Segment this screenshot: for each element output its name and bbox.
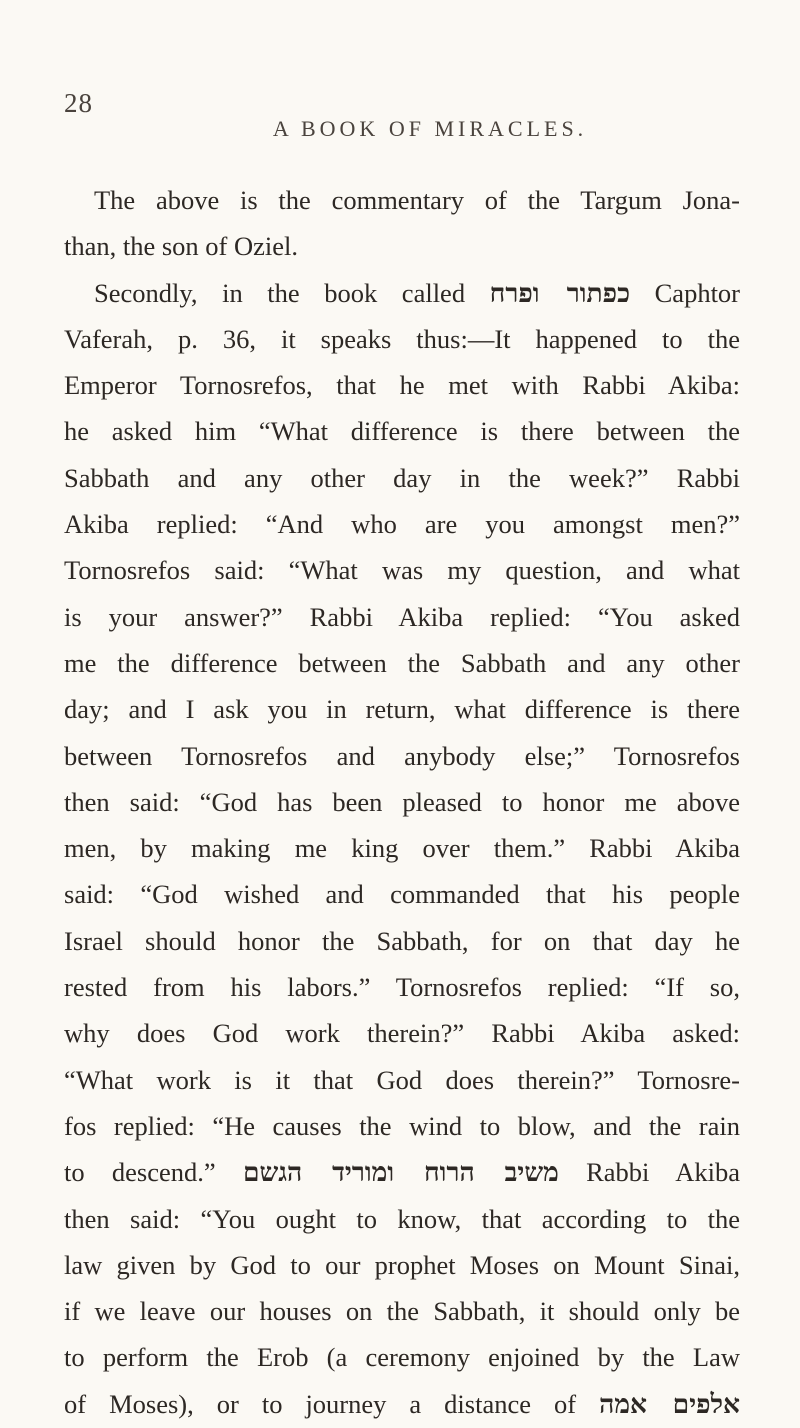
page-number: 28 — [64, 88, 93, 118]
text-line: said: “God wished and commanded that his people — [64, 879, 740, 910]
text-segment: of Moses), or to journey a distance of — [64, 1388, 600, 1419]
text-line — [64, 270, 740, 316]
text-line: “What work is it that God does therein?” Tornosre- — [64, 1064, 740, 1095]
text-line: The above is the commentary of the Targum Jona- — [94, 185, 740, 215]
text-segment: Rabbi Akiba — [558, 1157, 740, 1188]
text-line: between Tornosrefos and anybody else;” Tornosrefos — [64, 740, 740, 771]
hebrew-phrase: אלפים אמה — [599, 1388, 740, 1420]
text-line: Akiba replied: “And who are you amongst men?” — [64, 509, 740, 540]
hebrew-phrase: משיב הרוח ומוריד הגשם — [242, 1157, 559, 1189]
text-line: he asked him “What difference is there between the — [64, 416, 740, 447]
text-line: if we leave our houses on the Sabbath, it should only be — [64, 1296, 740, 1327]
text-line: day; and I ask you in return, what difference is there — [64, 694, 740, 725]
text-segment: Caphtor — [630, 277, 741, 308]
text-line: Vaferah, p. 36, it speaks thus:—It happened to the — [64, 323, 740, 354]
text-line: me the difference between the Sabbath and any other — [64, 647, 740, 678]
hebrew-phrase: כפתור ופרח — [489, 277, 631, 309]
text-line: men, by making me king over them.” Rabbi Akiba — [64, 833, 740, 864]
text-line: Emperor Tornosrefos, that he met with Rabbi Akiba: — [64, 370, 740, 401]
body-text — [64, 177, 740, 1427]
text-line: then said: “You ought to know, that according to the — [64, 1203, 740, 1234]
text-line: than, the son of Oziel. — [64, 231, 299, 262]
text-line: is your answer?” Rabbi Akiba replied: “You asked — [64, 601, 740, 632]
text-line: law given by God to our prophet Moses on Mount Sinai, — [64, 1249, 740, 1280]
text-line: Tornosrefos said: “What was my question, and what — [64, 555, 740, 586]
text-line — [64, 1381, 740, 1427]
text-line — [64, 1149, 740, 1195]
text-line: Sabbath and any other day in the week?” Rabbi — [64, 462, 740, 493]
running-title: A BOOK OF MIRACLES. — [272, 116, 588, 141]
text-segment: Secondly, in the book called — [94, 277, 490, 308]
text-line: fos replied: “He causes the wind to blow, and the rain — [64, 1110, 740, 1141]
text-line: then said: “God has been pleased to honor me above — [64, 786, 740, 817]
text-line: Israel should honor the Sabbath, for on that day he — [64, 925, 740, 956]
text-line: to perform the Erob (a ceremony enjoined by the Law — [64, 1342, 740, 1373]
text-line: rested from his labors.” Tornosrefos replied: “If so, — [64, 972, 740, 1003]
text-line: why does God work therein?” Rabbi Akiba asked: — [64, 1018, 740, 1049]
text-segment: to descend.” — [64, 1157, 243, 1188]
